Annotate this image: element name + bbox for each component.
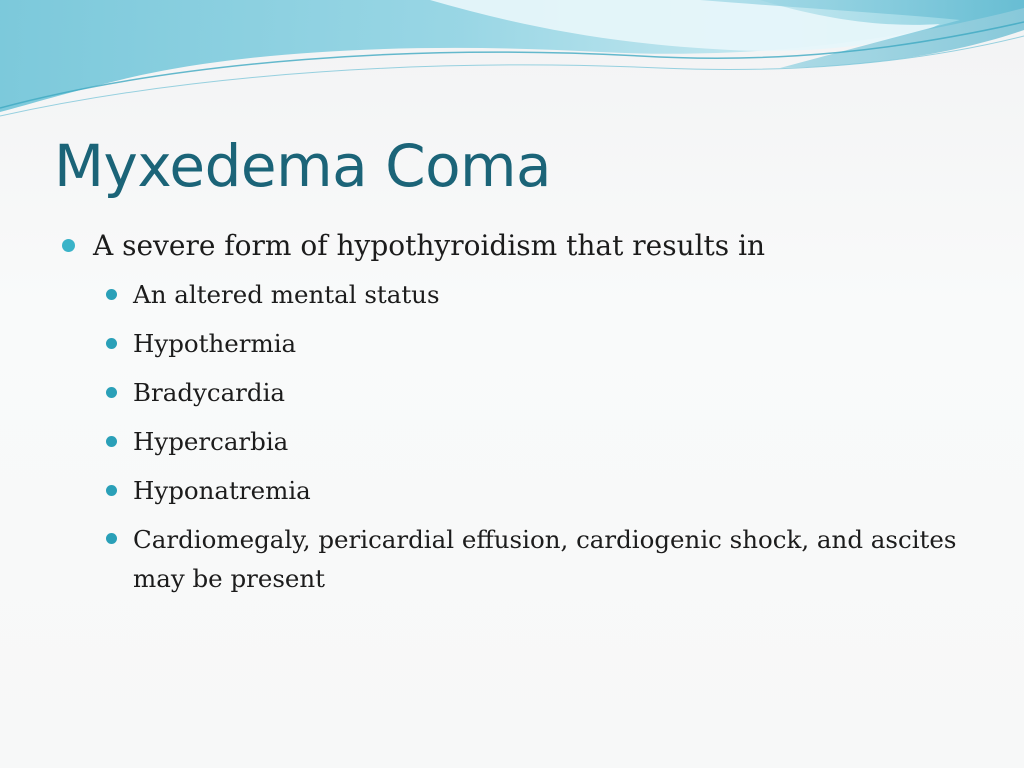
- sub-bullet-text: Hypothermia: [133, 329, 297, 358]
- sub-bullet-text: Hyponatremia: [133, 476, 311, 505]
- bullet-list: [60, 222, 960, 598]
- sub-bullet-text: Cardiomegaly, pericardial effusion, cardiogenic shock, and ascites may be present: [133, 525, 957, 593]
- sub-bullet-hypercarbia: [60, 417, 960, 466]
- sub-bullet-text: Bradycardia: [133, 378, 286, 407]
- bullet-icon: [62, 239, 75, 252]
- bullet-icon: [106, 387, 117, 398]
- sub-bullet-hyponatremia: [60, 466, 960, 515]
- sub-bullet-bradycardia: [60, 368, 960, 417]
- sub-bullet-hypothermia: [60, 319, 960, 368]
- sub-bullet-text: An altered mental status: [133, 280, 440, 309]
- sub-bullet-altered-mental-status: [60, 270, 960, 319]
- bullet-icon: [106, 485, 117, 496]
- header-wave-decoration: [0, 0, 1024, 130]
- bullet-icon: [106, 338, 117, 349]
- main-bullet-text: A severe form of hypothyroidism that results in: [93, 229, 766, 262]
- sub-bullet-cardiomegaly: [60, 515, 983, 598]
- bullet-icon: [106, 289, 117, 300]
- bullet-icon: [106, 436, 117, 447]
- bullet-icon: [106, 533, 117, 544]
- sub-bullet-text: Hypercarbia: [133, 427, 289, 456]
- slide-title: Myxedema Coma: [54, 132, 552, 200]
- main-bullet: [60, 222, 960, 270]
